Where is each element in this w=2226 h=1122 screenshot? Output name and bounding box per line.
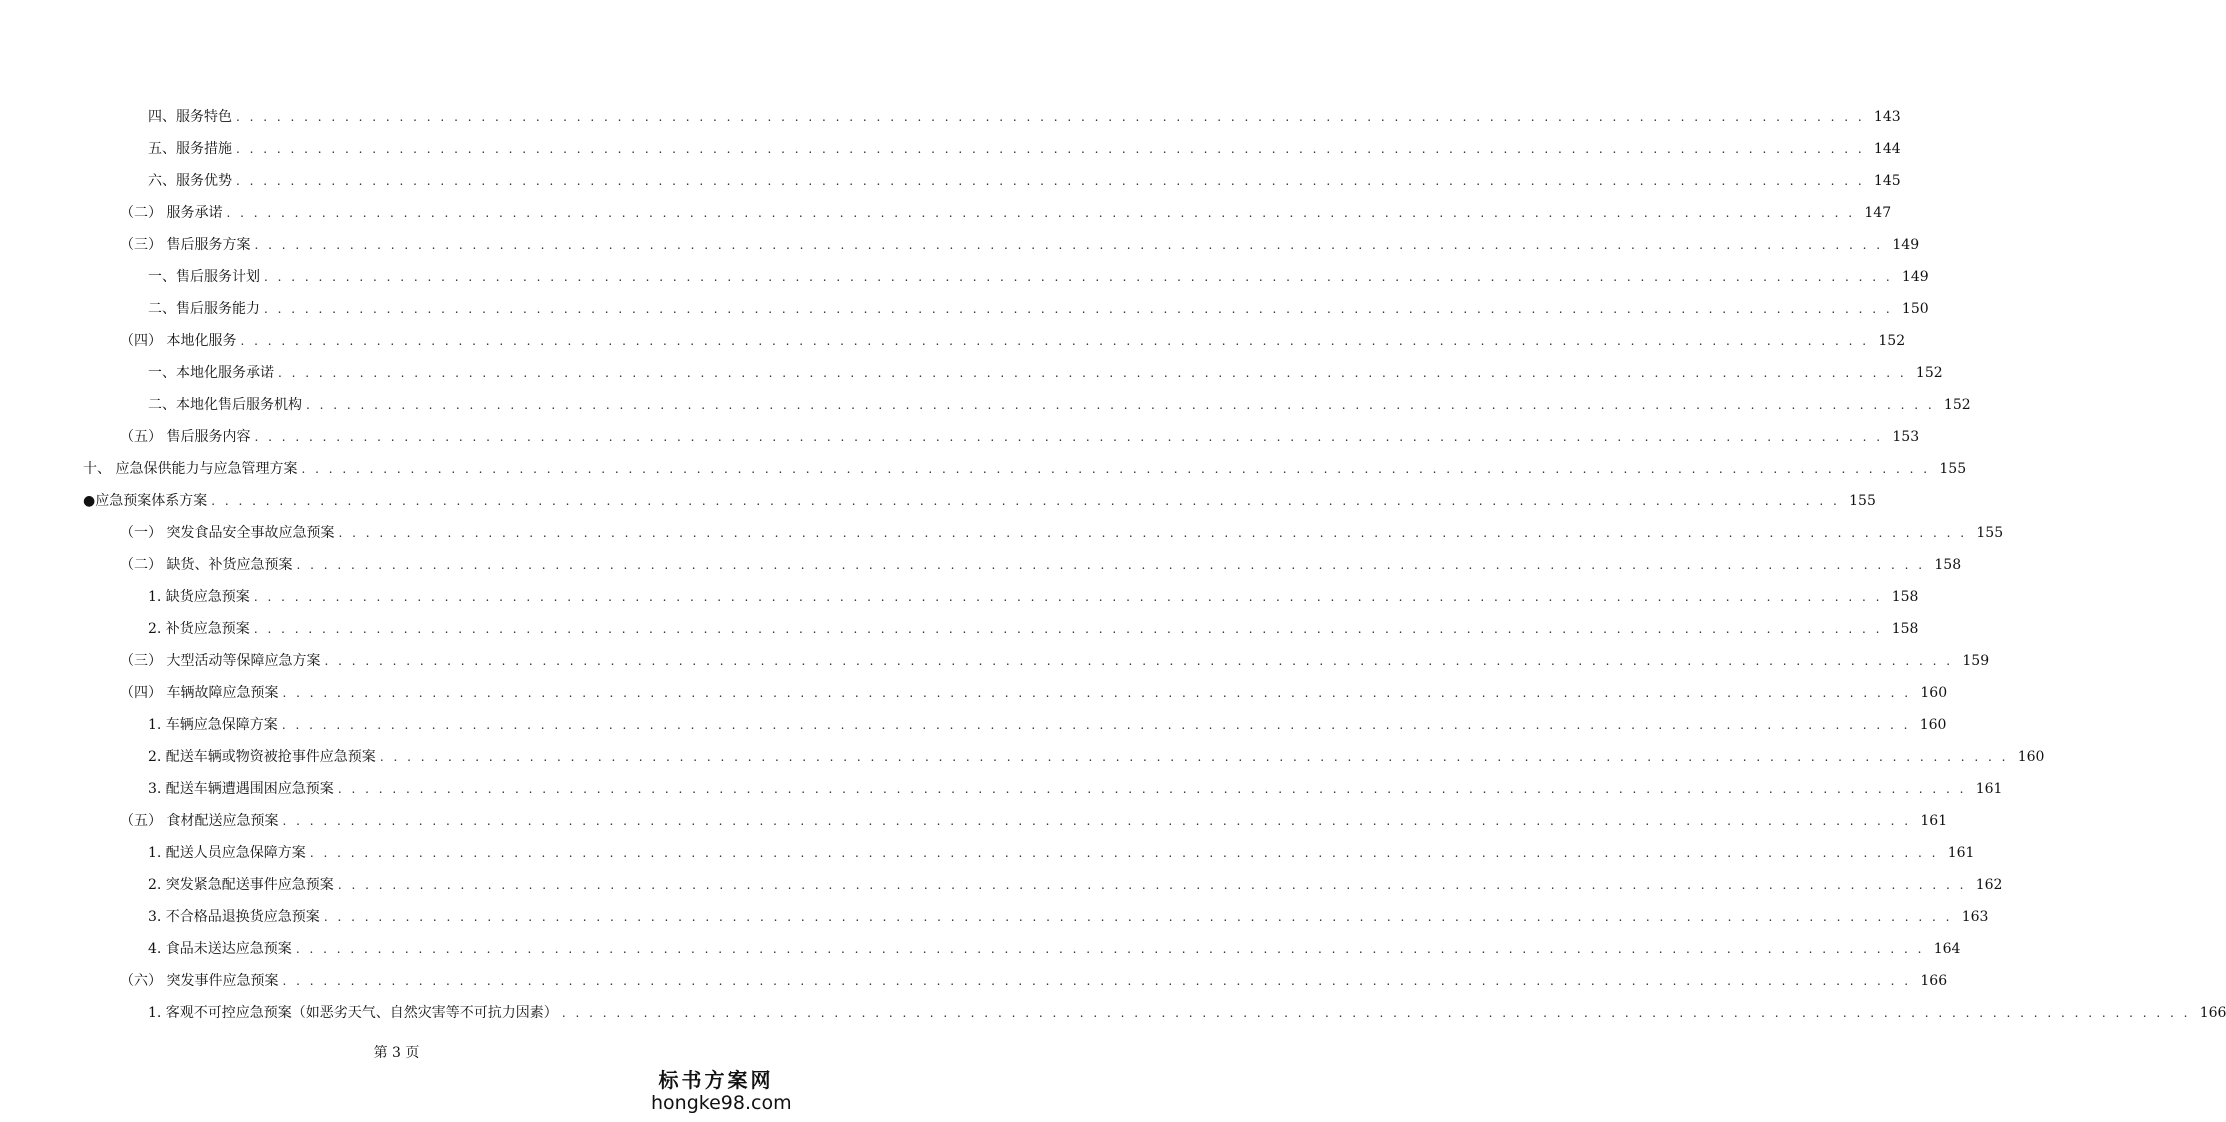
toc-leader-dots: . . . . . . . . . . . . . . . . . . . . . . . . . . . . . . . . . . . . . . . . . . . . . . . . . . . . . . . . . . . . . . . . . . . . . . . . . . . . . . . . . . . . . . . . . . . . . . . . . . . . . . . . . . . . . . . . . . . . . . . . [278,366,1907,380]
toc-entry[interactable] [148,901,1989,933]
toc-leader-dots: . . . . . . . . . . . . . . . . . . . . . . . . . . . . . . . . . . . . . . . . . . . . . . . . . . . . . . . . . . . . . . . . . . . . . . . . . . . . . . . . . . . . . . . . . . . . . . . . . . . . . . . . . . . . . . . . . . . . . . . . [226,206,1856,220]
toc-entry-label: 2. 突发紧急配送事件应急预案 [148,877,334,893]
toc-entry-page-number: 149 [1892,237,1920,253]
toc-entry[interactable] [148,389,1971,421]
toc-entry[interactable] [120,517,2004,549]
toc-entry[interactable] [120,965,1948,997]
toc-entry-label: （一） 突发食品安全事故应急预案 [120,525,335,541]
toc-entry-label: （三） 大型活动等保障应急方案 [120,653,321,669]
toc-entry-label: 4. 食品未送达应急预案 [148,941,292,957]
toc-entry[interactable] [148,773,2003,805]
toc-leader-dots: . . . . . . . . . . . . . . . . . . . . . . . . . . . . . . . . . . . . . . . . . . . . . . . . . . . . . . . . . . . . . . . . . . . . . . . . . . . . . . . . . . . . . . . . . . . . . . . . . . . . . . . . . . . . . . . . . . . . . . . . [295,942,1925,956]
toc-entry-page-number: 158 [1891,621,1919,637]
toc-entry-label: （二） 服务承诺 [120,205,223,221]
toc-leader-dots: . . . . . . . . . . . . . . . . . . . . . . . . . . . . . . . . . . . . . . . . . . . . . . . . . . . . . . . . . . . . . . . . . . . . . . . . . . . . . . . . . . . . . . . . . . . . . . . . . . . . . . . . . . . . . . . . . . . . . . . . [282,814,1912,828]
toc-entry[interactable] [83,485,1876,517]
toc-entry[interactable] [148,709,1947,741]
toc-entry-page-number: 152 [1943,397,1971,413]
toc-leader-dots: . . . . . . . . . . . . . . . . . . . . . . . . . . . . . . . . . . . . . . . . . . . . . . . . . . . . . . . . . . . . . . . . . . . . . . . . . . . . . . . . . . . . . . . . . . . . . . . . . . . . . . . . . . . . . . . . . . . . . . . . [253,622,1883,636]
toc-entry-label: （四） 本地化服务 [120,333,237,349]
toc-entry-label: 一、本地化服务承诺 [148,365,274,381]
toc-entry[interactable] [148,613,1919,645]
toc-entry-page-number: 160 [1920,685,1948,701]
toc-leader-dots: . . . . . . . . . . . . . . . . . . . . . . . . . . . . . . . . . . . . . . . . . . . . . . . . . . . . . . . . . . . . . . . . . . . . . . . . . . . . . . . . . . . . . . . . . . . . . . . . . . . . . . . . . . . . . . . . . . . . . . . . [264,270,1893,284]
toc-entry[interactable] [148,261,1929,293]
toc-entry-page-number: 158 [1891,589,1919,605]
toc-entry-label: 一、售后服务计划 [148,269,260,285]
toc-leader-dots: . . . . . . . . . . . . . . . . . . . . . . . . . . . . . . . . . . . . . . . . . . . . . . . . . . . . . . . . . . . . . . . . . . . . . . . . . . . . . . . . . . . . . . . . . . . . . . . . . . . . . . . . . . . . . . . . . . . . . . . . [236,142,1865,156]
toc-entry[interactable] [120,197,1892,229]
toc-leader-dots: . . . . . . . . . . . . . . . . . . . . . . . . . . . . . . . . . . . . . . . . . . . . . . . . . . . . . . . . . . . . . . . . . . . . . . . . . . . . . . . . . . . . . . . . . . . . . . . . . . . . . . . . . . . . . . . . . . . . . . . . [253,590,1883,604]
toc-entry-label: （五） 售后服务内容 [120,429,251,445]
toc-entry-page-number: 158 [1934,557,1962,573]
toc-leader-dots: . . . . . . . . . . . . . . . . . . . . . . . . . . . . . . . . . . . . . . . . . . . . . . . . . . . . . . . . . . . . . . . . . . . . . . . . . . . . . . . . . . . . . . . . . . . . . . . . . . . . . . . . . . . . . . . . . . . . . . . . [264,302,1893,316]
toc-entry-label: （四） 车辆故障应急预案 [120,685,279,701]
watermark-logo [651,1068,792,1114]
toc-entry-label: （二） 缺货、补货应急预案 [120,557,293,573]
toc-entry[interactable] [120,645,1990,677]
watermark-url: hongke98.com [651,1092,792,1114]
toc-entry[interactable] [148,741,2045,773]
toc-leader-dots: . . . . . . . . . . . . . . . . . . . . . . . . . . . . . . . . . . . . . . . . . . . . . . . . . . . . . . . . . . . . . . . . . . . . . . . . . . . . . . . . . . . . . . . . . . . . . . . . . . . . . . . . . . . . . . . . . . . . . . . . [337,782,1967,796]
toc-entry[interactable] [148,101,1901,133]
toc-entry-label: 六、服务优势 [148,173,232,189]
toc-entry[interactable] [83,453,1967,485]
toc-entry-label: 1. 客观不可控应急预案（如恶劣天气、自然灾害等不可抗力因素） [148,1005,558,1021]
toc-leader-dots: . . . . . . . . . . . . . . . . . . . . . . . . . . . . . . . . . . . . . . . . . . . . . . . . . . . . . . . . . . . . . . . . . . . . . . . . . . . . . . . . . . . . . . . . . . . . . . . . . . . . . . . . . . . . . . . . . . . . . . . . [323,910,1953,924]
toc-entry-page-number: 161 [1975,781,2003,797]
toc-entry-page-number: 164 [1933,941,1961,957]
toc-entry[interactable] [148,933,1961,965]
toc-entry-page-number: 155 [1976,525,2004,541]
toc-entry[interactable] [120,421,1920,453]
toc-entry-label: 二、售后服务能力 [148,301,260,317]
toc-entry-label: 2. 补货应急预案 [148,621,250,637]
toc-leader-dots: . . . . . . . . . . . . . . . . . . . . . . . . . . . . . . . . . . . . . . . . . . . . . . . . . . . . . . . . . . . . . . . . . . . . . . . . . . . . . . . . . . . . . . . . . . . . . . . . . . . . . . . . . . . . . . . . . . . . . . . . [282,974,1912,988]
toc-entry-page-number: 150 [1901,301,1929,317]
toc-entry-page-number: 147 [1864,205,1892,221]
toc-entry-label: 1. 车辆应急保障方案 [148,717,278,733]
toc-entry[interactable] [148,997,2226,1029]
toc-entry-label: 3. 配送车辆遭遇围困应急预案 [148,781,334,797]
toc-entry[interactable] [148,357,1943,389]
toc-entry[interactable] [120,549,1962,581]
toc-entry-page-number: 152 [1915,365,1943,381]
toc-entry-page-number: 152 [1878,333,1906,349]
toc-entry-page-number: 160 [1919,717,1947,733]
toc-entry-page-number: 149 [1901,269,1929,285]
toc-entry-label: 1. 缺货应急预案 [148,589,250,605]
toc-entry-label: （五） 食材配送应急预案 [120,813,279,829]
toc-entry-label: （六） 突发事件应急预案 [120,973,279,989]
toc-entry[interactable] [148,293,1929,325]
toc-entry-page-number: 143 [1873,109,1901,125]
toc-leader-dots: . . . . . . . . . . . . . . . . . . . . . . . . . . . . . . . . . . . . . . . . . . . . . . . . . . . . . . . . . . . . . . . . . . . . . . . . . . . . . . . . . . . . . . . . . . . . . . . . . . . . . . . . . . . . . . . . . . . . . . . . [561,1006,2191,1020]
watermark-name: 标书方案网 [658,1068,774,1092]
toc-entry[interactable] [120,677,1948,709]
toc-entry-page-number: 160 [2017,749,2045,765]
toc-entry-page-number: 155 [1849,493,1876,509]
toc-entry-label: 2. 配送车辆或物资被抢事件应急预案 [148,749,376,765]
page-number-footer: 第 3 页 [373,1045,420,1061]
toc-leader-dots: . . . . . . . . . . . . . . . . . . . . . . . . . . . . . . . . . . . . . . . . . . . . . . . . . . . . . . . . . . . . . . . . . . . . . . . . . . . . . . . . . . . . . . . . . . . . . . . . . . . . . . . . . . . . . . . . . . . . . . . . [236,110,1865,124]
toc-entry-label: ●应急预案体系方案 [83,493,208,509]
toc-leader-dots: . . . . . . . . . . . . . . . . . . . . . . . . . . . . . . . . . . . . . . . . . . . . . . . . . . . . . . . . . . . . . . . . . . . . . . . . . . . . . . . . . . . . . . . . . . . . . . . . . . . . . . . . . . . . . . . . . . . . . . . . [254,238,1884,252]
toc-entry-label: 四、服务特色 [148,109,232,125]
toc-entry[interactable] [148,165,1901,197]
toc-leader-dots: . . . . . . . . . . . . . . . . . . . . . . . . . . . . . . . . . . . . . . . . . . . . . . . . . . . . . . . . . . . . . . . . . . . . . . . . . . . . . . . . . . . . . . . . . . . . . . . . . . . . . . . . . . . . . . . . . . . . . . . . [324,654,1954,668]
toc-entry-page-number: 159 [1962,653,1990,669]
toc-leader-dots: . . . . . . . . . . . . . . . . . . . . . . . . . . . . . . . . . . . . . . . . . . . . . . . . . . . . . . . . . . . . . . . . . . . . . . . . . . . . . . . . . . . . . . . . . . . . . . . . . . . . . . . . . . . . . . . . . . . . . . . . [338,526,1968,540]
toc-entry-page-number: 144 [1873,141,1901,157]
toc-leader-dots: . . . . . . . . . . . . . . . . . . . . . . . . . . . . . . . . . . . . . . . . . . . . . . . . . . . . . . . . . . . . . . . . . . . . . . . . . . . . . . . . . . . . . . . . . . . . . . . . . . . . . . . . . . . . . . . . . . . . . . . . [236,174,1865,188]
toc-leader-dots: . . . . . . . . . . . . . . . . . . . . . . . . . . . . . . . . . . . . . . . . . . . . . . . . . . . . . . . . . . . . . . . . . . . . . . . . . . . . . . . . . . . . . . . . . . . . . . . . . . . . . . . . . . . . . . . . . . . . . . . . [282,686,1912,700]
toc-leader-dots: . . . . . . . . . . . . . . . . . . . . . . . . . . . . . . . . . . . . . . . . . . . . . . . . . . . . . . . . . . . . . . . . . . . . . . . . . . . . . . . . . . . . . . . . . . . . . . . . . . . . . . . . . . . . . . . . . . . . . . . . [254,430,1884,444]
toc-entry-page-number: 166 [1920,973,1948,989]
toc-entry[interactable] [148,869,2003,901]
toc-leader-dots: . . . . . . . . . . . . . . . . . . . . . . . . . . . . . . . . . . . . . . . . . . . . . . . . . . . . . . . . . . . . . . . . . . . . . . . . . . . . . . . . . . . . . . . . . . . . . . . . . . . . . . . . . . . . . . . . . . . . . . . . [301,462,1931,476]
toc-entry-page-number: 166 [2199,1005,2226,1021]
toc-entry-label: （三） 售后服务方案 [120,237,251,253]
toc-entry[interactable] [148,837,1975,869]
toc-leader-dots: . . . . . . . . . . . . . . . . . . . . . . . . . . . . . . . . . . . . . . . . . . . . . . . . . . . . . . . . . . . . . . . . . . . . . . . . . . . . . . . . . . . . . . . . . . . . . . . . . . . . . . . . . . . . . . . . . . . . . . . . [337,878,1967,892]
toc-entry-page-number: 162 [1975,877,2003,893]
toc-entry-label: 五、服务措施 [148,141,232,157]
toc-entry[interactable] [120,805,1948,837]
toc-leader-dots: . . . . . . . . . . . . . . . . . . . . . . . . . . . . . . . . . . . . . . . . . . . . . . . . . . . . . . . . . . . . . . . . . . . . . . . . . . . . . . . . . . . . . . . . . . . . . . . . . . . . . . . . . . . . . . . . . . . . . . . . [296,558,1926,572]
toc-entry-page-number: 145 [1873,173,1901,189]
toc-entry-label: 3. 不合格品退换货应急预案 [148,909,320,925]
toc-leader-dots: . . . . . . . . . . . . . . . . . . . . . . . . . . . . . . . . . . . . . . . . . . . . . . . . . . . . . . . . . . . . . . . . . . . . . . . . . . . . . . . . . . . . . . . . . . . . . . . . . . . . . . . . . . . . . . . . . . . . . . . . [240,334,1870,348]
toc-leader-dots: . . . . . . . . . . . . . . . . . . . . . . . . . . . . . . . . . . . . . . . . . . . . . . . . . . . . . . . . . . . . . . . . . . . . . . . . . . . . . . . . . . . . . . . . . . . . . . . . . . . . . . . . . . . . . . . . . . . . . . . . [281,718,1911,732]
toc-leader-dots: . . . . . . . . . . . . . . . . . . . . . . . . . . . . . . . . . . . . . . . . . . . . . . . . . . . . . . . . . . . . . . . . . . . . . . . . . . . . . . . . . . . . . . . . . . . . . . . . . . . . . . . . . . . . . . . . . . . . . . . . [306,398,1935,412]
toc-entry[interactable] [148,133,1901,165]
toc-entry[interactable] [148,581,1919,613]
toc-leader-dots: . . . . . . . . . . . . . . . . . . . . . . . . . . . . . . . . . . . . . . . . . . . . . . . . . . . . . . . . . . . . . . . . . . . . . . . . . . . . . . . . . . . . . . . . . . . . . . . . . . . . . . . . . . . . . . . . . . . . . . . . [211,494,1840,508]
toc-leader-dots: . . . . . . . . . . . . . . . . . . . . . . . . . . . . . . . . . . . . . . . . . . . . . . . . . . . . . . . . . . . . . . . . . . . . . . . . . . . . . . . . . . . . . . . . . . . . . . . . . . . . . . . . . . . . . . . . . . . . . . . . [309,846,1939,860]
toc-entry-page-number: 155 [1939,461,1967,477]
toc-leader-dots: . . . . . . . . . . . . . . . . . . . . . . . . . . . . . . . . . . . . . . . . . . . . . . . . . . . . . . . . . . . . . . . . . . . . . . . . . . . . . . . . . . . . . . . . . . . . . . . . . . . . . . . . . . . . . . . . . . . . . . . . [379,750,2009,764]
toc-entry-page-number: 161 [1920,813,1948,829]
toc-entry-page-number: 163 [1961,909,1989,925]
toc-entry-page-number: 153 [1892,429,1920,445]
toc-entry-label: 十、 应急保供能力与应急管理方案 [83,461,298,477]
toc-entry-page-number: 161 [1947,845,1975,861]
toc-entry[interactable] [120,325,1906,357]
toc-entry-label: 1. 配送人员应急保障方案 [148,845,306,861]
toc-entry-label: 二、本地化售后服务机构 [148,397,302,413]
toc-entry[interactable] [120,229,1920,261]
